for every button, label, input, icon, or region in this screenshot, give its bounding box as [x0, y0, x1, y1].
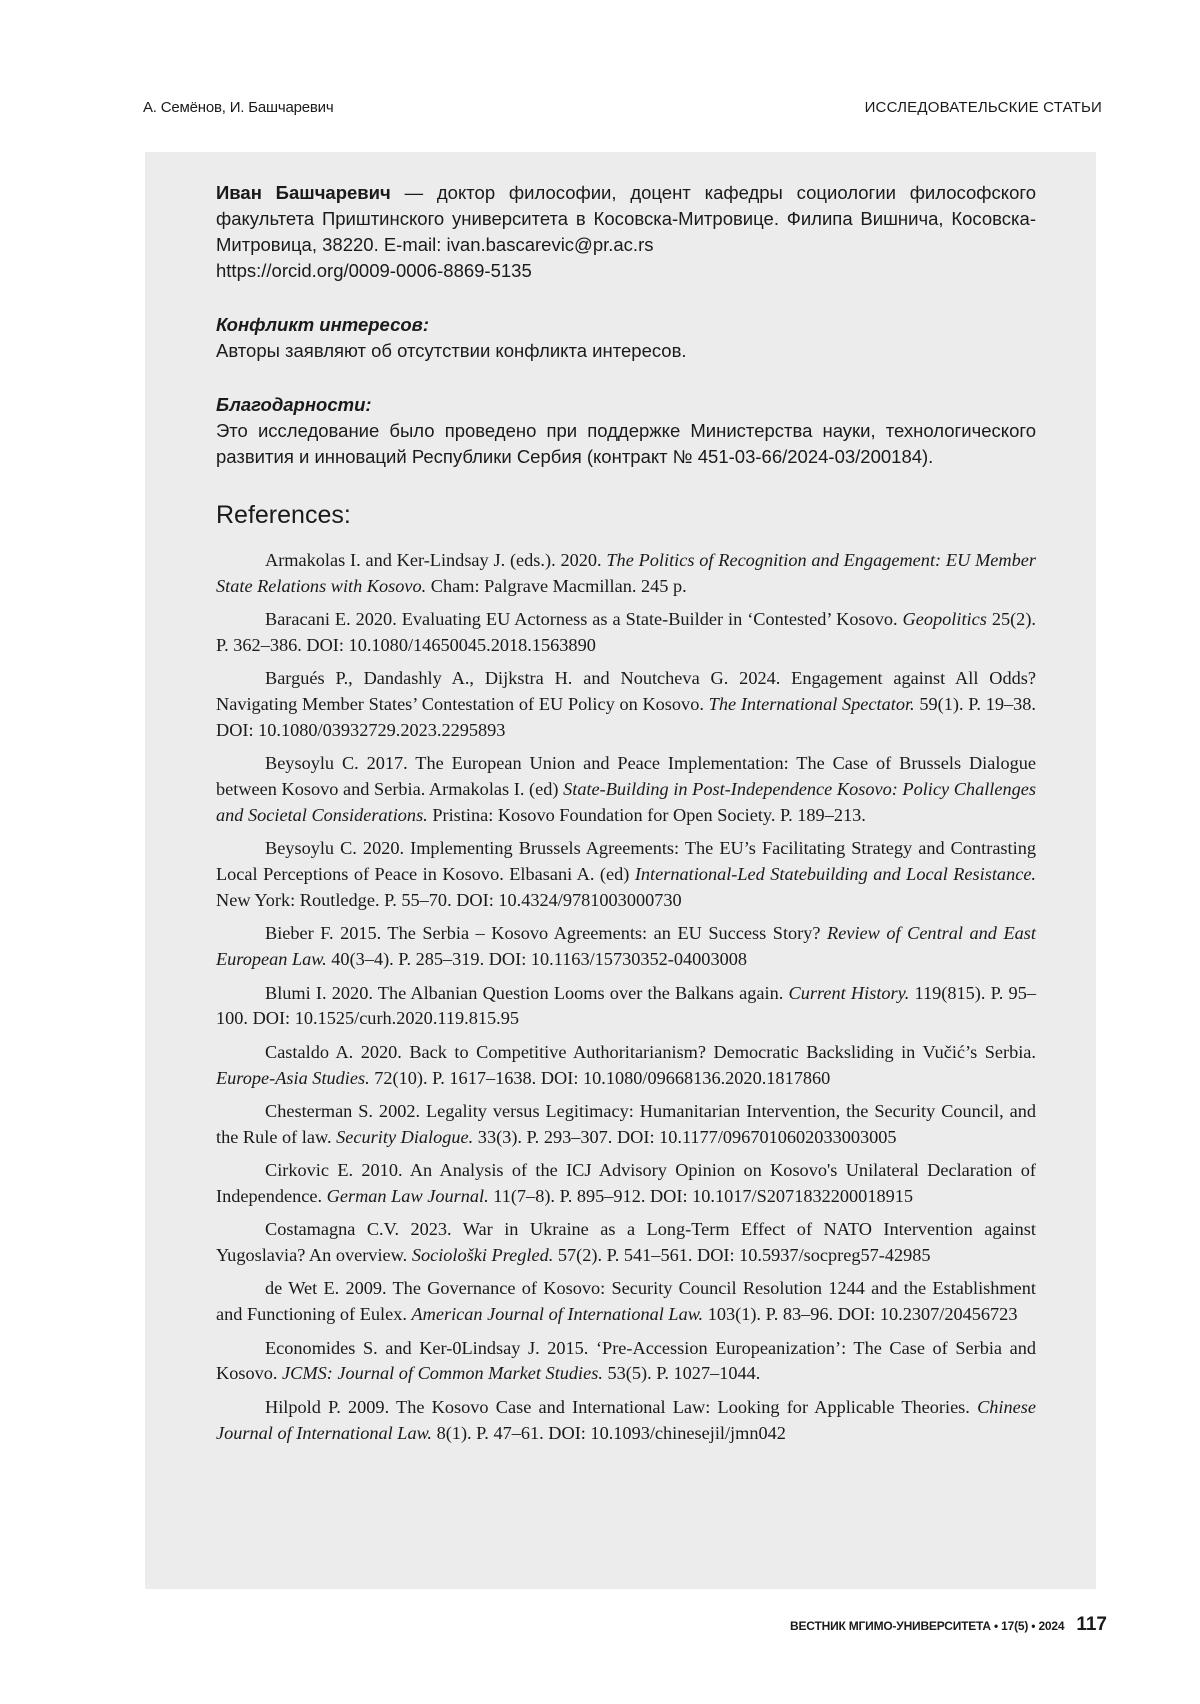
reference-details: 11(7–8). P. 895–912. DOI: 10.1017/S2071832200018915 — [489, 1186, 913, 1206]
reference-source-title: German Law Journal. — [327, 1186, 489, 1206]
references-list — [216, 548, 1036, 1446]
reference-item — [216, 751, 1036, 828]
reference-text: Beysoylu C. 2017. The European Union and Peace Implementation: The Case of Brussels Dialogue between Kosovo and Serbia. Armakolas I. (ed) — [216, 753, 1036, 799]
reference-text: Beysoylu C. 2020. Implementing Brussels Agreements: The EU’s Facilitating Strategy and Contrasting Local Perceptions of Peace in Kosovo. Elbasani A. (ed) — [216, 838, 1036, 884]
reference-source-title: Geopoli­tics — [903, 609, 987, 629]
reference-source-title: International-Led Statebuilding and Local Resistance. — [635, 864, 1036, 884]
reference-details: 33(3). P. 293–307. DOI: 10.1177/0967010602033003005 — [473, 1127, 896, 1147]
page-content — [216, 180, 1036, 1454]
reference-text: Armakolas I. and Ker-Lindsay J. (eds.). 2020. — [265, 550, 606, 570]
reference-details: 8(1). P. 47–61. DOI: 10.1093/chinesejil/jmn042 — [432, 1423, 786, 1443]
reference-text: Castaldo A. 2020. Back to Competitive Authoritarianism? Democratic Backsliding in Vučić’s Serbia. — [265, 1042, 1036, 1062]
running-head-section: ИССЛЕДОВАТЕЛЬСКИЕ СТАТЬИ — [865, 99, 1102, 116]
author-name: Иван Башчаревич — [216, 182, 391, 203]
reference-text: de Wet E. 2009. The Governance of Kosovo: Security Council Resolution 1244 and the Es­tablishment and Functioning of Eulex. — [216, 1278, 1036, 1324]
reference-item — [216, 607, 1036, 659]
reference-details: 59(1). P. 19–38. DOI: 10.1080/03932729.2023.2295893 — [216, 694, 1036, 740]
reference-details: 72(10). P. 1617–1638. DOI: 10.1080/09668136.2020.1817860 — [370, 1068, 831, 1088]
acknowledgements-title: Благодарности: — [216, 392, 1036, 418]
reference-item — [216, 1217, 1036, 1269]
reference-details: 53(5). P. 1027–1044. — [603, 1363, 760, 1383]
page-number: 117 — [1076, 1614, 1107, 1636]
author-description: — доктор философии, доцент кафедры социологии философского факультета Приштинского университета в Косовска-Митровице. Филипа Вишнича, Косовска-Митровица, 38220. E-mail: ivan.bascarevic@pr.ac.rs — [216, 182, 1036, 255]
reference-text: Costamagna C.V. 2023. War in Ukraine as a Long-Term Effect of NATO Intervention against Yugoslavia? An overview. — [216, 1219, 1036, 1265]
reference-details: Pristina: Kosovo Foundation for Open Society. P. 189–213. — [428, 805, 866, 825]
reference-source-title: Review of Central and East European Law. — [216, 923, 1036, 969]
reference-item — [216, 666, 1036, 743]
reference-text: Bargués P., Dandashly A., Dijkstra H. and Noutcheva G. 2024. Engagement against All Odds? Navigating Member States’ Contestation of EU Policy on Kosovo. — [216, 668, 1036, 714]
conflict-title: Конфликт интересов: — [216, 312, 1036, 338]
reference-item — [216, 548, 1036, 600]
reference-details: 25(2). P. 362–386. DOI: 10.1080/14650045.2018.1563890 — [216, 609, 1036, 655]
reference-source-title: Sociološki Pregled. — [412, 1245, 553, 1265]
footer-journal: ВЕСТНИК МГИМО-УНИВЕРСИТЕТА • 17(5) • 2024 — [790, 1619, 1064, 1633]
author-info — [216, 180, 1036, 284]
reference-item — [216, 1040, 1036, 1092]
reference-source-title: Europe-Asia Studies. — [216, 1068, 370, 1088]
reference-source-title: Chinese Journal of International Law. — [216, 1397, 1036, 1443]
reference-text: Chesterman S. 2002. Legality versus Legitimacy: Humanitarian Intervention, the Security Coun­cil, and the Rule of law. — [216, 1101, 1036, 1147]
acknowledgements-text: Это исследование было проведено при поддержке Министерства науки, технологичес­кого развития и инноваций Республики Сербия (контракт № 451-03-66/2024-03/200184). — [216, 418, 1036, 470]
reference-item — [216, 1158, 1036, 1210]
reference-item — [216, 981, 1036, 1033]
reference-item — [216, 836, 1036, 913]
page-footer — [790, 1614, 1107, 1636]
references-heading: References: — [216, 500, 1036, 530]
reference-details: 103(1). P. 83–96. DOI: 10.2307/20456723 — [703, 1304, 1017, 1324]
reference-source-title: Security Dialogue. — [336, 1127, 473, 1147]
reference-source-title: State-Building in Post-Independence Ko­sovo: Policy Challenges and Societal Considerations. — [216, 779, 1036, 825]
reference-text: Baracani E. 2020. Evaluating EU Actorness as a State-Builder in ‘Contested’ Kosovo. — [265, 609, 903, 629]
reference-item — [216, 1099, 1036, 1151]
reference-source-title: JCMS: Journal of Common Market Studies. — [282, 1363, 603, 1383]
reference-item — [216, 1336, 1036, 1388]
reference-details: 119(815). P. 95–100. DOI: 10.1525/curh.2020.119.815.95 — [216, 983, 1036, 1029]
reference-details: 57(2). P. 541–561. DOI: 10.5937/socpreg57-42985 — [553, 1245, 930, 1265]
reference-details: 40(3–4). P. 285–319. DOI: 10.1163/15730352-04003008 — [327, 949, 747, 969]
reference-item — [216, 1395, 1036, 1447]
reference-text: Economides S. and Ker-0Lindsay J. 2015. ‘Pre-Accession Europeanization’: The Case of Serbia and Kosovo. — [216, 1338, 1036, 1384]
reference-text: Cirkovic E. 2010. An Analysis of the ICJ Advisory Opinion on Kosovo's Unilateral Declaration of Independence. — [216, 1160, 1036, 1206]
reference-source-title: The International Spectator. — [709, 694, 915, 714]
reference-text: Hilpold P. 2009. The Kosovo Case and International Law: Looking for Applicable Theories. — [265, 1397, 977, 1417]
reference-source-title: The Politics of Recognition and Engagement: EU Member State Relations with Kosovo. — [216, 550, 1036, 596]
running-head-authors: А. Семёнов, И. Башчаревич — [143, 99, 333, 116]
running-head — [143, 99, 1102, 116]
reference-item — [216, 1276, 1036, 1328]
reference-text: Blumi I. 2020. The Albanian Question Looms over the Balkans again. — [265, 983, 789, 1003]
conflict-text: Авторы заявляют об отсутствии конфликта интересов. — [216, 338, 1036, 364]
reference-source-title: Current History. — [789, 983, 910, 1003]
reference-text: Bieber F. 2015. The Serbia – Kosovo Agreements: an EU Success Story? — [265, 923, 827, 943]
reference-details: Cham: Palgrave Macmillan. 245 p. — [426, 576, 686, 596]
author-orcid-link[interactable]: https://orcid.org/0009-0006-8869-5135 — [216, 260, 532, 281]
reference-item — [216, 921, 1036, 973]
reference-details: New York: Routledge. P. 55–70. DOI: 10.4324/9781003000730 — [216, 890, 682, 910]
reference-source-title: American Journal of International Law. — [411, 1304, 703, 1324]
